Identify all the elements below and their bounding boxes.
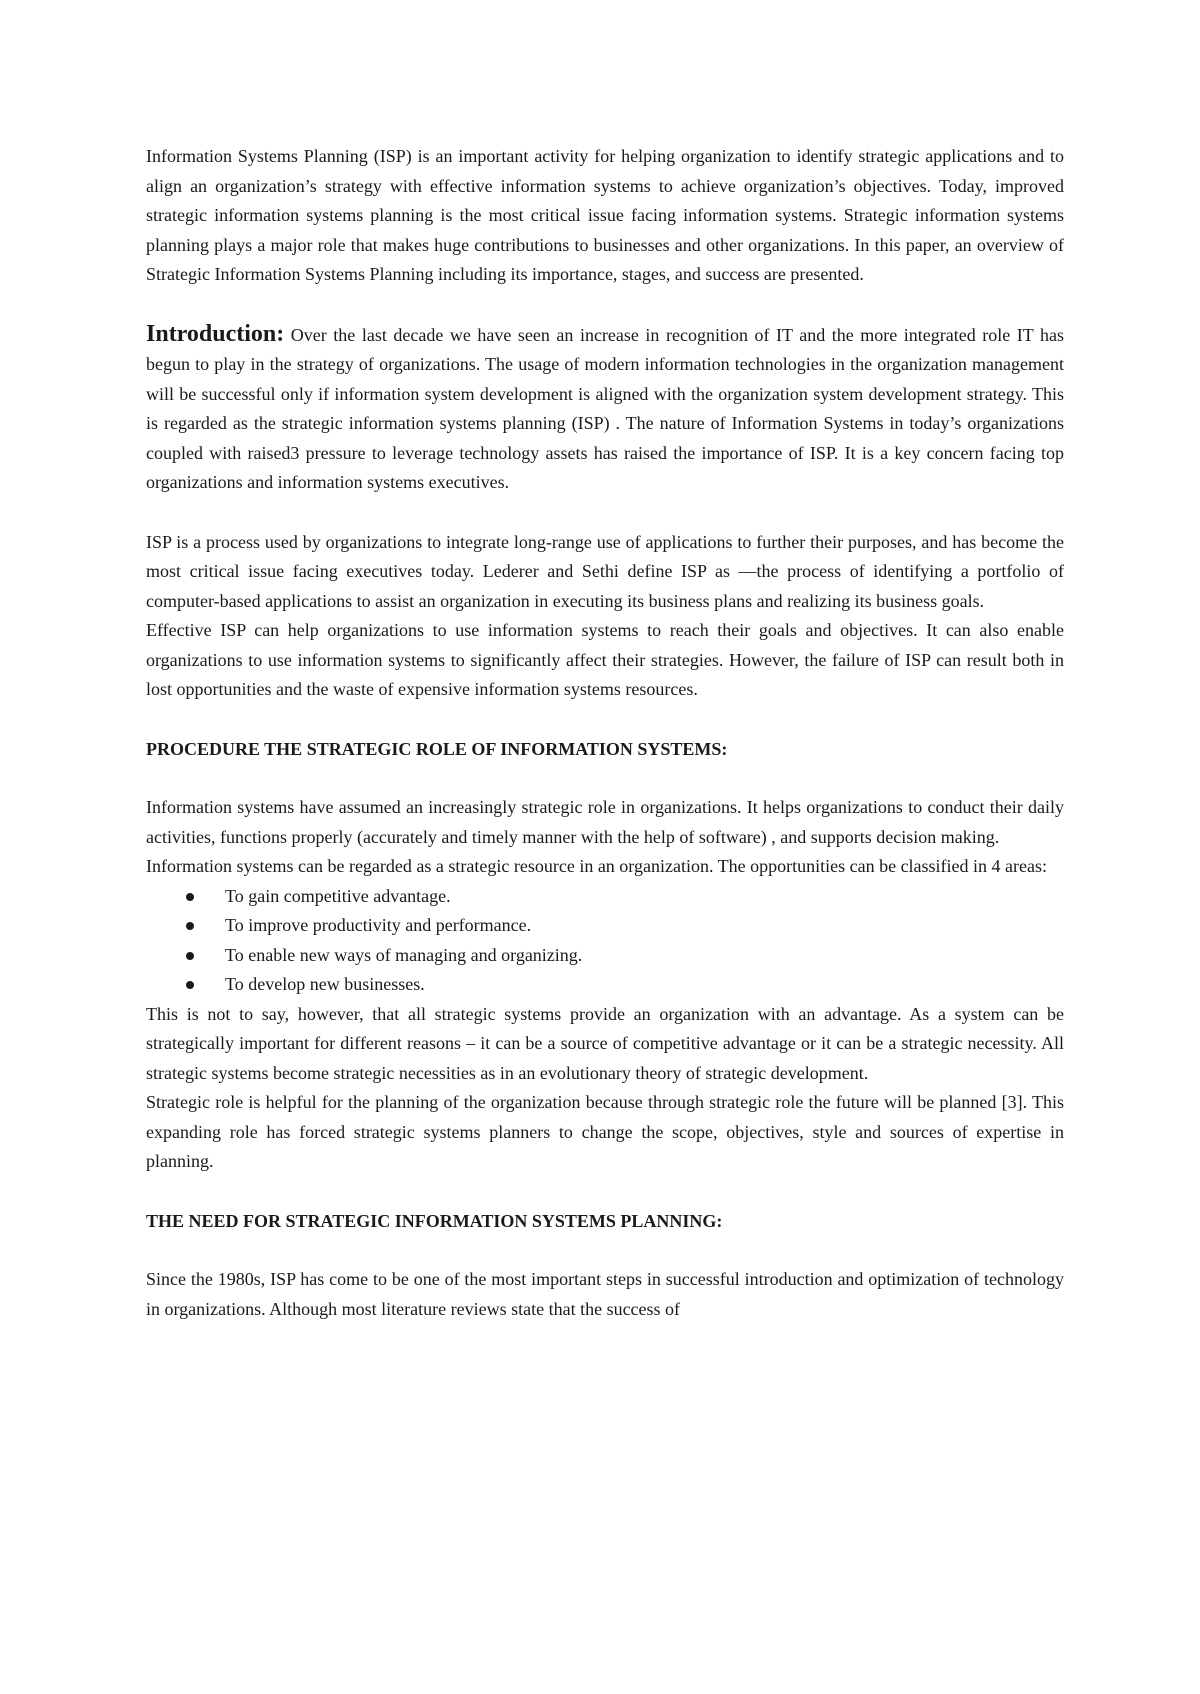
- strategic-role-paragraph-1: Information systems have assumed an increasingly strategic role in organizations. It helps organizations to conduct their daily activities, functions properly (accurately and timely manner with the help of software) , and supports decision making.: [146, 797, 1064, 847]
- list-item-text: To enable new ways of managing and organizing.: [225, 944, 583, 965]
- list-item: [146, 941, 1064, 971]
- opportunity-list: [146, 882, 1064, 1000]
- strategic-role-paragraph-4: Strategic role is helpful for the planning of the organization because through strategic role the future will be planned [3]. This expanding role has forced strategic systems planners to change the scope, objectives, style and sources of expertise in planning.: [146, 1092, 1064, 1171]
- bullet-icon: [186, 893, 194, 901]
- list-item-text: To improve productivity and performance.: [225, 915, 532, 935]
- bullet-icon: [186, 922, 194, 930]
- introduction-label: Introduction:: [146, 320, 285, 347]
- bullet-icon: [186, 981, 194, 989]
- abstract-paragraph: Information Systems Planning (ISP) is an important activity for helping organization to identify strategic applications and to align an organization’s strategy with effective information systems to achieve organization’s objectives. Today, improved strategic information systems planning is the most critical issue facing information systems. Strategic information systems planning plays a major role that makes huge contributions to businesses and other organizations. In this paper, an overview of Strategic Information Systems Planning including its importance, stages, and success are presented.: [146, 146, 1064, 284]
- strategic-role-paragraph-2: Information systems can be regarded as a strategic resource in an organization. The opportunities can be classified in 4 areas:: [146, 856, 1048, 876]
- isp-effective-paragraph: Effective ISP can help organizations to use information systems to reach their goals and objectives. It can also enable organizations to use information systems to significantly affect their strategies. However, the failure of ISP can result both in lost opportunities and the waste of expensive information systems resources.: [146, 620, 1064, 699]
- introduction-text: Over the last decade we have seen an increase in recognition of IT and the more integrated role IT has begun to play in the strategy of organizations. The usage of modern information technologies in the organization management will be successful only if information system development is aligned with the organization system development strategy. This is regarded as the strategic information systems planning (ISP) . The nature of Information Systems in today’s organizations coupled with raised3 pressure to leverage technology assets has raised the importance of ISP. It is a key concern facing top organizations and information systems executives.: [146, 324, 1064, 492]
- introduction-paragraph: [146, 320, 1064, 498]
- strategic-role-paragraph-3: This is not to say, however, that all strategic systems provide an organization with an advantage. As a system can be strategically important for different reasons – it can be a source of competitive advantage or it can be a strategic necessity. All strategic systems become strategic necessities as in an evolutionary theory of strategic development.: [146, 1003, 1064, 1083]
- need-for-sisp-paragraph-1: Since the 1980s, ISP has come to be one of the most important steps in successful introduction and optimization of technology in organizations. Although most literature reviews state that the success of: [146, 1269, 1064, 1319]
- list-item: [146, 911, 1064, 941]
- section-heading-need-for-sisp: THE NEED FOR STRATEGIC INFORMATION SYSTEMS PLANNING:: [146, 1210, 723, 1231]
- list-item: [146, 882, 1064, 912]
- isp-definition-paragraph: ISP is a process used by organizations to integrate long-range use of applications to further their purposes, and has become the most critical issue facing executives today. Lederer and Sethi define ISP as —the process of identifying a portfolio of computer-based applications to assist an organization in executing its business plans and realizing its business goals.: [146, 531, 1064, 611]
- list-item-text: To gain competitive advantage.: [225, 885, 451, 906]
- list-item: [146, 970, 1064, 1000]
- bullet-icon: [186, 952, 194, 960]
- document-page: [146, 142, 1064, 1324]
- section-heading-strategic-role: PROCEDURE THE STRATEGIC ROLE OF INFORMATION SYSTEMS:: [146, 738, 728, 759]
- list-item-text: To develop new businesses.: [225, 974, 425, 994]
